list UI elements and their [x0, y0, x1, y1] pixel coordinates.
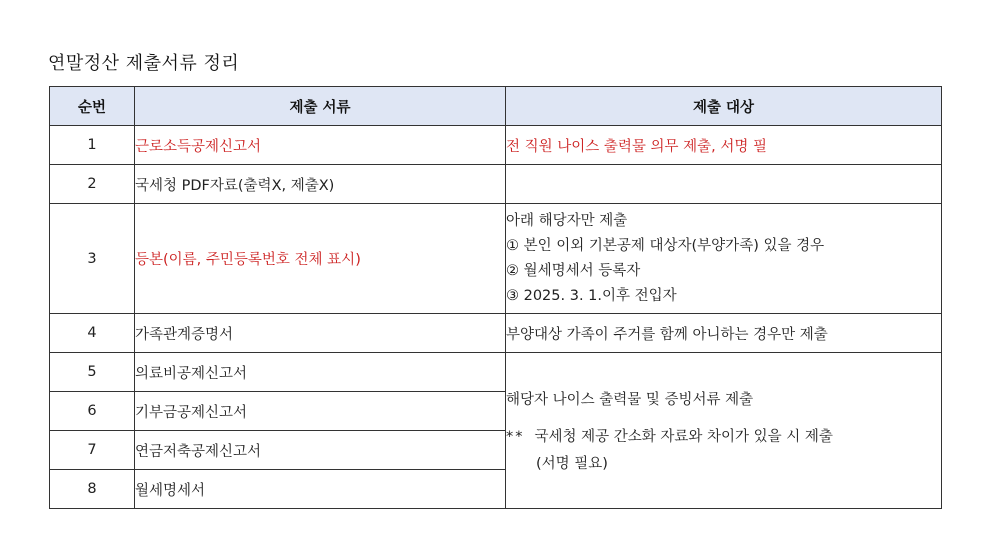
document-name: 가족관계증명서	[135, 314, 506, 353]
document-name: 근로소득공제신고서	[135, 126, 506, 165]
target-line: ③ 2025. 3. 1.이후 전입자	[506, 287, 677, 304]
note-text: 국세청 제공 간소화 자료와 차이가 있을 시 제출	[534, 429, 833, 445]
row-number: 3	[50, 204, 135, 314]
submission-target: 부양대상 가족이 주거를 함께 아니하는 경우만 제출	[506, 314, 942, 353]
header-document: 제출 서류	[135, 87, 506, 126]
header-target: 제출 대상	[506, 87, 942, 126]
row-number: 5	[50, 353, 135, 392]
table-row	[50, 165, 942, 204]
target-line: 해당자 나이스 출력물 및 증빙서류 제출	[506, 392, 754, 408]
row-number: 8	[50, 470, 135, 509]
document-name: 등본(이름, 주민등록번호 전체 표시)	[135, 204, 506, 314]
document-name: 기부금공제신고서	[135, 392, 506, 431]
submission-target	[506, 165, 942, 204]
table-row	[50, 314, 942, 353]
target-line: ① 본인 이외 기본공제 대상자(부양가족) 있을 경우	[506, 237, 825, 254]
note-line	[506, 425, 941, 446]
note-mark: **	[506, 429, 525, 445]
submission-target	[506, 204, 942, 314]
row-number: 1	[50, 126, 135, 165]
document-name: 월세명세서	[135, 470, 506, 509]
row-number: 7	[50, 431, 135, 470]
submission-target: 전 직원 나이스 출력물 의무 제출, 서명 필	[506, 126, 942, 165]
document-name: 의료비공제신고서	[135, 353, 506, 392]
target-line: 아래 해당자만 제출	[506, 212, 628, 229]
document-name: 연금저축공제신고서	[135, 431, 506, 470]
documents-table	[49, 86, 942, 509]
table-header-row	[50, 87, 942, 126]
merged-submission-target	[506, 353, 942, 509]
row-number: 6	[50, 392, 135, 431]
table-row	[50, 204, 942, 314]
row-number: 2	[50, 165, 135, 204]
target-line: ② 월세명세서 등록자	[506, 262, 641, 279]
header-no: 순번	[50, 87, 135, 126]
table-row	[50, 126, 942, 165]
note-line-continued: (서명 필요)	[536, 456, 608, 472]
table-row	[50, 353, 942, 392]
document-name: 국세청 PDF자료(출력X, 제출X)	[135, 165, 506, 204]
row-number: 4	[50, 314, 135, 353]
page-title: 연말정산 제출서류 정리	[48, 53, 240, 74]
